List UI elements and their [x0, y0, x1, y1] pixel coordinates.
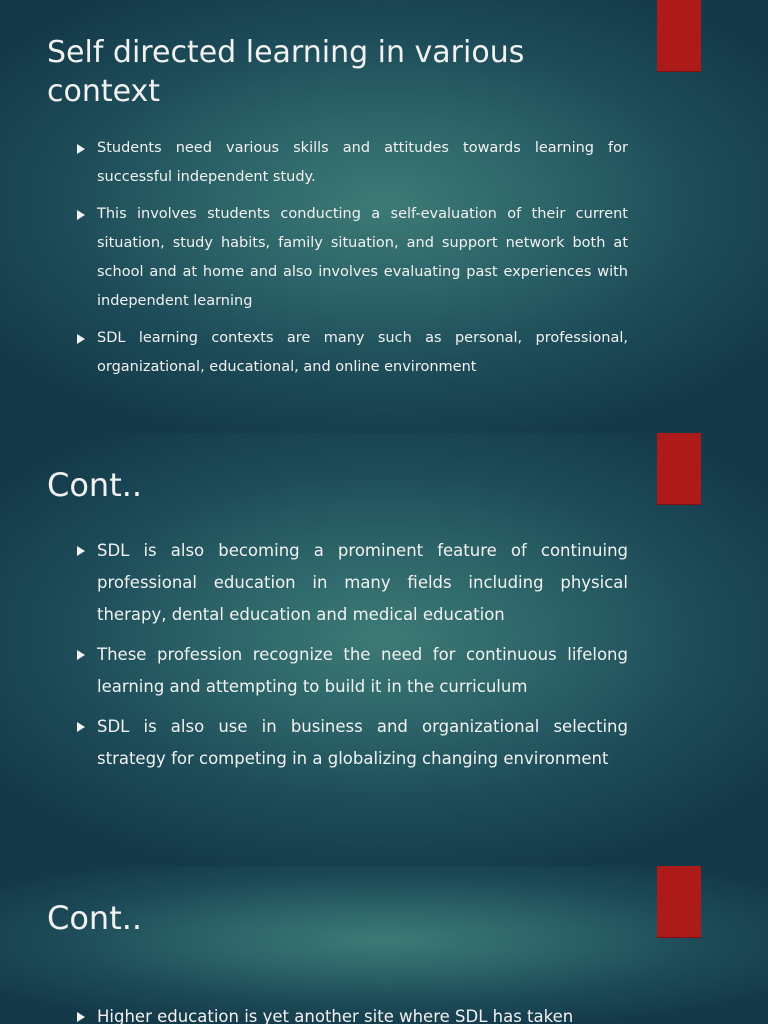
accent-bar	[657, 433, 701, 505]
bullet-text: Higher education is yet another site where SDL has taken	[97, 1007, 574, 1024]
bullet-text: SDL is also becoming a prominent feature of continuing professional education in many fields including physical therapy, dental education and medical education	[97, 541, 628, 624]
triangle-right-icon	[77, 1012, 85, 1022]
slide-1	[0, 0, 768, 433]
bullet-text: SDL is also use in business and organizational selecting strategy for competing in a globalizing changing environment	[97, 717, 628, 768]
list-item	[77, 200, 628, 316]
bullet-list	[77, 1001, 628, 1024]
list-item	[77, 639, 628, 703]
triangle-right-icon	[77, 144, 85, 154]
triangle-right-icon	[77, 722, 85, 732]
list-item	[77, 711, 628, 775]
list-item	[77, 324, 628, 382]
slide-title: Cont..	[47, 899, 143, 937]
bullet-text: These profession recognize the need for continuous lifelong learning and attempting to build it in the curriculum	[97, 645, 628, 696]
bullet-text: SDL learning contexts are many such as personal, professional, organizational, educational, and online environment	[97, 330, 628, 375]
list-item	[77, 535, 628, 631]
bullet-list	[77, 134, 628, 390]
slide-2	[0, 433, 768, 866]
bullet-text: This involves students conducting a self-evaluation of their current situation, study habits, family situation, and support network both at school and at home and also involves evaluating past experiences with independent learning	[97, 206, 628, 309]
bullet-text: Students need various skills and attitudes towards learning for successful independent study.	[97, 140, 628, 185]
list-item	[77, 1001, 628, 1024]
slide-title: Self directed learning in various context	[47, 35, 525, 109]
list-item	[77, 134, 628, 192]
triangle-right-icon	[77, 334, 85, 344]
bullet-list	[77, 535, 628, 783]
triangle-right-icon	[77, 546, 85, 556]
accent-bar	[657, 866, 701, 938]
triangle-right-icon	[77, 650, 85, 660]
slide-3	[0, 866, 768, 1024]
triangle-right-icon	[77, 210, 85, 220]
slide-title: Cont..	[47, 466, 143, 504]
accent-bar	[657, 0, 701, 72]
